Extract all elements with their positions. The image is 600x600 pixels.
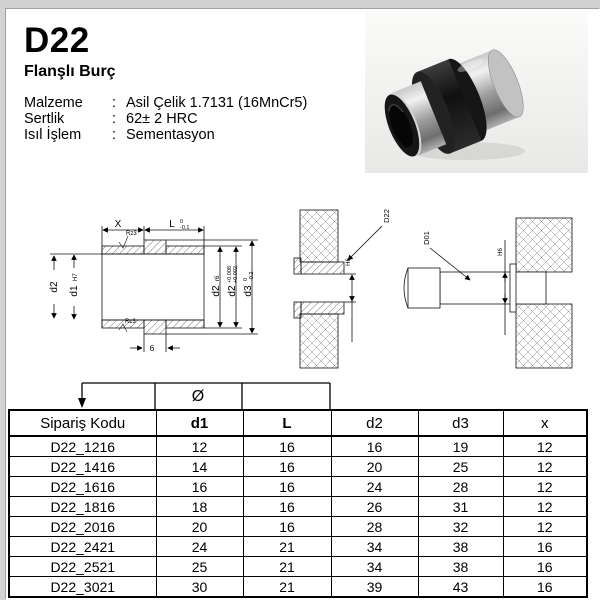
dim-x-label: X: [114, 219, 122, 230]
col-header-order-code: Sipariş Kodu: [9, 410, 156, 436]
order-code-cell: D22_1216: [9, 436, 156, 457]
cell: 43: [418, 577, 503, 598]
cell: 39: [331, 577, 418, 598]
cell: 31: [418, 497, 503, 517]
spec-value: 62± 2 HRC: [126, 111, 198, 127]
cell: 38: [418, 537, 503, 557]
table-row: [9, 557, 587, 577]
order-code-cell: D22_2421: [9, 537, 156, 557]
svg-text:d3: d3: [243, 285, 254, 297]
col-header-l: L: [243, 410, 331, 436]
cell: 32: [418, 517, 503, 537]
cell: 12: [503, 517, 587, 537]
table-row: [9, 497, 587, 517]
order-code-cell: D22_2521: [9, 557, 156, 577]
order-code-cell: D22_1816: [9, 497, 156, 517]
cell: 20: [331, 457, 418, 477]
mount-part-label: D22: [382, 209, 391, 223]
dim-l-tol-upper: 0: [180, 219, 184, 225]
table-row: [9, 537, 587, 557]
dim-d1-label: [69, 273, 80, 297]
product-photo: [365, 10, 588, 173]
dim-d2-left-label: [49, 281, 60, 293]
cell: 28: [418, 477, 503, 497]
pin-part-label: D01: [422, 231, 431, 245]
col-header-d2: d2: [331, 410, 418, 436]
cell: 16: [503, 577, 587, 598]
size-table-section: [8, 382, 588, 598]
diameter-symbol: Ø: [191, 388, 205, 405]
cell: 12: [503, 477, 587, 497]
svg-text:-0.2: -0.2: [249, 271, 255, 281]
svg-text:+0.008: +0.008: [227, 266, 233, 283]
cell: 24: [156, 537, 243, 557]
mount-view-drawing: [294, 210, 382, 368]
order-code-arrow: [78, 398, 86, 408]
order-code-cell: D22_1416: [9, 457, 156, 477]
technical-drawings: [6, 190, 600, 390]
table-row: [9, 517, 587, 537]
cell: 34: [331, 557, 418, 577]
roughness-top-label: Rz3: [126, 231, 137, 237]
cell: 16: [156, 477, 243, 497]
cell: 21: [243, 557, 331, 577]
cell: 30: [156, 577, 243, 598]
table-header-row: [9, 410, 587, 436]
page-subtitle: Flanşlı Burç: [24, 63, 116, 80]
cell: 12: [503, 457, 587, 477]
dim-l-tol-lower: -0.1: [180, 225, 190, 231]
cell: 38: [418, 557, 503, 577]
datasheet-page: [6, 9, 600, 600]
order-code-cell: D22_2016: [9, 517, 156, 537]
cell: 12: [156, 436, 243, 457]
cell: 18: [156, 497, 243, 517]
cell: 26: [331, 497, 418, 517]
cell: 16: [243, 477, 331, 497]
size-table: [8, 409, 588, 598]
order-code-bracket: [8, 382, 588, 409]
svg-text:d2: d2: [49, 281, 60, 293]
cell: 16: [243, 457, 331, 477]
svg-text:d2: d2: [227, 285, 238, 297]
order-code-cell: D22_3021: [9, 577, 156, 598]
dim-flange-width-label: 6: [149, 344, 155, 353]
spec-label: Sertlik: [24, 111, 65, 127]
cell: 34: [331, 537, 418, 557]
spec-row-material: [24, 95, 307, 111]
spec-colon: :: [112, 95, 117, 111]
cell: 25: [418, 457, 503, 477]
cell: 28: [331, 517, 418, 537]
cell: 21: [243, 537, 331, 557]
spec-row-heat-treatment: [24, 127, 307, 143]
spec-list: [24, 95, 307, 143]
spec-label: Isıl İşlem: [24, 127, 82, 143]
page-title: D22: [24, 21, 90, 60]
cell: 24: [331, 477, 418, 497]
dim-d3-label: [243, 272, 255, 297]
col-header-d1: d1: [156, 410, 243, 436]
svg-text:+0.002: +0.002: [233, 266, 239, 283]
svg-text:d2: d2: [211, 285, 222, 297]
svg-text:H7: H7: [73, 273, 79, 281]
pin-fit-label: H6: [498, 248, 504, 256]
cell: 16: [243, 497, 331, 517]
order-code-cell: D22_1616: [9, 477, 156, 497]
cell: 21: [243, 577, 331, 598]
spec-colon: :: [112, 111, 117, 127]
dim-l-label: L: [169, 219, 175, 230]
cell: 14: [156, 457, 243, 477]
col-header-d3: d3: [418, 410, 503, 436]
svg-text:d1: d1: [69, 285, 80, 297]
col-header-x: x: [503, 410, 587, 436]
spec-colon: :: [112, 127, 117, 143]
cell: 25: [156, 557, 243, 577]
cell: 16: [331, 436, 418, 457]
cell: 16: [243, 517, 331, 537]
roughness-bottom-label: Rz3: [125, 319, 136, 325]
mount-fit-label: H6: [346, 258, 352, 266]
pin-view-labels: [422, 231, 504, 256]
table-row: [9, 457, 587, 477]
spec-value: Sementasyon: [126, 127, 215, 143]
table-row: [9, 436, 587, 457]
dim-d2-tol-label: [227, 266, 239, 297]
svg-text:r6: r6: [215, 275, 221, 281]
cell: 12: [503, 497, 587, 517]
cell: 16: [503, 557, 587, 577]
cell: 20: [156, 517, 243, 537]
spec-value: Asil Çelik 1.7131 (16MnCr5): [126, 95, 308, 111]
cell: 19: [418, 436, 503, 457]
dim-d2-right-label: [211, 275, 222, 297]
table-row: [9, 577, 587, 598]
cell: 16: [503, 537, 587, 557]
cell: 16: [243, 436, 331, 457]
svg-text:0: 0: [243, 277, 249, 281]
cell: 12: [503, 436, 587, 457]
mount-view-labels: [346, 209, 391, 266]
spec-label: Malzeme: [24, 95, 83, 111]
table-row: [9, 477, 587, 497]
spec-row-hardness: [24, 111, 307, 127]
